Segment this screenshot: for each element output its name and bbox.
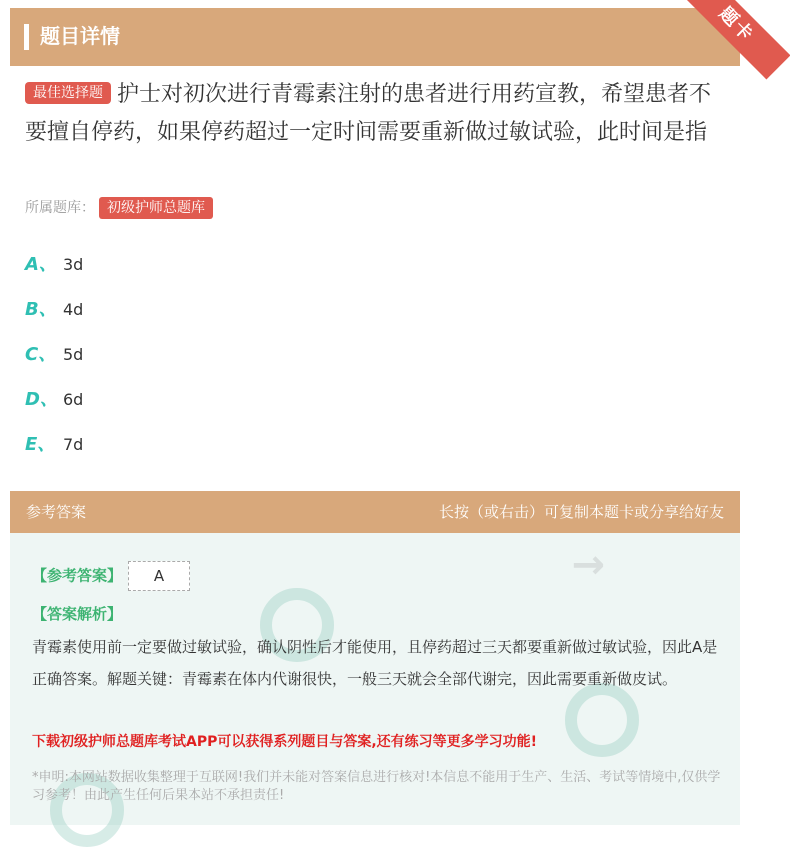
option-e[interactable] xyxy=(25,422,725,467)
option-text: 3d xyxy=(63,255,84,274)
option-text: 6d xyxy=(63,390,84,409)
reference-answer-label: 【参考答案】 xyxy=(32,566,123,585)
option-d[interactable] xyxy=(25,377,725,422)
option-text: 5d xyxy=(63,345,84,364)
option-letter: B、 xyxy=(25,299,57,320)
option-letter: E、 xyxy=(25,434,56,455)
option-a[interactable] xyxy=(25,242,725,287)
bank-label: 所属题库： xyxy=(25,200,95,216)
option-b[interactable] xyxy=(25,287,725,332)
option-letter: C、 xyxy=(25,344,57,365)
option-text: 7d xyxy=(63,435,84,454)
analysis-label: 【答案解析】 xyxy=(32,605,123,623)
answer-header-title: 参考答案 xyxy=(26,503,87,521)
answer-header xyxy=(10,491,740,533)
reference-answer-value: A xyxy=(128,561,190,591)
page-title: 题目详情 xyxy=(40,24,120,48)
question-text: 护士对初次进行青霉素注射的患者进行用药宣教，希望患者不要擅自停药，如果停药超过一定时间需要重新做过敏试验，此时间是指 xyxy=(25,82,712,145)
question-type-badge: 最佳选择题 xyxy=(25,82,111,104)
reference-answer-row xyxy=(32,561,190,591)
options-list xyxy=(25,242,725,467)
watermark-text: ↗ xyxy=(558,537,615,595)
corner-ribbon xyxy=(660,0,770,62)
option-c[interactable] xyxy=(25,332,725,377)
answer-body xyxy=(10,533,740,825)
option-letter: D、 xyxy=(25,389,58,410)
header-accent xyxy=(24,24,29,50)
bank-row xyxy=(25,196,213,220)
option-text: 4d xyxy=(63,300,84,319)
option-letter: A、 xyxy=(25,254,57,275)
question xyxy=(25,76,725,152)
analysis-text: 青霉素使用前一定要做过敏试验，确认阴性后才能使用，且停药超过三天都要重新做过敏试验，因此A是正确答案。解题关键：青霉素在体内代谢很快，一般三天就会全部代谢完，因此需要重新做皮试。 xyxy=(32,638,718,688)
bank-badge[interactable]: 初级护师总题库 xyxy=(99,197,213,219)
app-promo-link[interactable]: 下载初级护师总题库考试APP可以获得系列题目与答案,还有练习等更多学习功能! xyxy=(32,734,538,750)
share-hint: 长按（或右击）可复制本题卡或分享给好友 xyxy=(438,503,724,521)
disclaimer: *申明:本网站数据收集整理于互联网!我们并未能对答案信息进行核对!本信息不能用于生产、生活、考试等情境中,仅供学习参考！由此产生任何后果本站不承担责任! xyxy=(32,770,721,803)
header-bar xyxy=(10,8,740,66)
corner-ribbon-label: 题卡 xyxy=(682,0,790,79)
